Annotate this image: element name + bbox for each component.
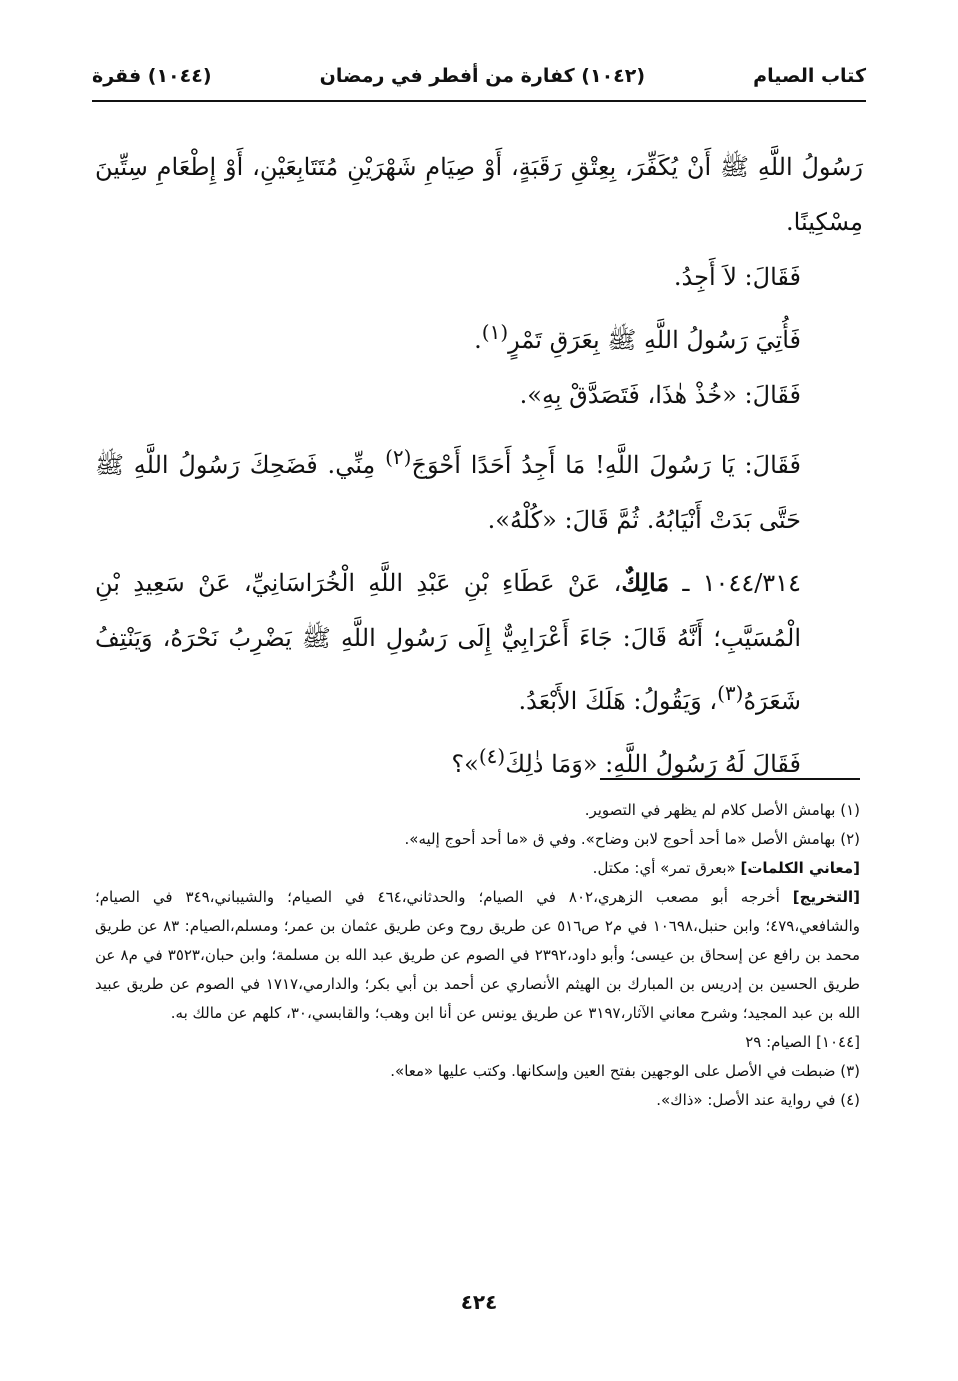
narrator-name: مَالِكٌ (621, 568, 670, 597)
footnote: (٤) في رواية عند الأصل: «ذاك». (656, 1091, 860, 1109)
text-run: ، عَنْ عَطَاءِ بْنِ عَبْدِ اللَّهِ الْخُرَاسَانِيِّ، عَنْ سَعِيدِ بْنِ الْمُسَيَّبِ؛ أَنَّهُ قَالَ: جَاءَ أَعْرَابِيٌّ إِلَى رَسُولِ اللَّهِ ﷺ يَضْرِبُ نَحْرَهُ، وَيَنْتِفُ شَعَرَهُ (95, 569, 801, 715)
body-paragraph (95, 305, 863, 368)
text-run: فَقَالَ لَهُ رَسُولُ اللَّهِ: «وَمَا ذٰلِكَ (505, 750, 801, 778)
text-run: مِنِّي. فَضَحِكَ رَسُولُ اللَّهِ ﷺ حَتَّى بَدَتْ أَنْيَابُهُ. ثُمَّ قَالَ: «كُلْهُ». (95, 451, 801, 534)
body-paragraph (95, 729, 863, 792)
text-run: ، وَيَقُولُ: هَلَكَ الأَبْعَدُ. (518, 687, 718, 715)
note-label: [التخريج] (792, 888, 860, 906)
body-paragraph: رَسُولُ اللَّهِ ﷺ أَنْ يُكَفِّرَ، بِعِتْقِ رَقَبَةٍ، أَوْ صِيَامِ شَهْرَيْنِ مُتَتَابِعَيْنِ، أَوْ إِطْعَامِ سِتِّينَ مِسْكِينًا. (95, 153, 863, 236)
takhrij-note (95, 883, 860, 1028)
footnote: (٣) ضبطت في الأصل على الوجهين بفتح العين وإسكانها. وكتب عليها «معا». (390, 1062, 860, 1080)
header-chapter-title: (١٠٤٢) كفارة من أفطر في رمضان (319, 65, 646, 87)
cross-reference: [١٠٤٤] الصيام: ٢٩ (745, 1033, 860, 1051)
footnote-divider (600, 778, 860, 780)
header-book-title: كتاب الصيام (753, 65, 866, 87)
body-paragraph: فَقَالَ: «خُذْ هٰذَا، فَتَصَدَّقْ بِهِ». (519, 381, 801, 409)
text-run: فَقَالَ: يَا رَسُولَ اللَّهِ! مَا أَجِدُ أَحَدًا أَحْوَجَ (411, 451, 801, 479)
body-paragraph (95, 430, 863, 548)
footnote-ref: (١) (481, 320, 509, 344)
note-text: «بعرق تمر» أي: مكتل. (592, 859, 741, 877)
hadith-number: ١٠٤٤/٣١٤ ـ (682, 569, 801, 597)
text-run: فَأُتِيَ رَسُولُ اللَّهِ ﷺ بِعَرَقِ تَمْرٍ (508, 326, 801, 354)
footnote: (١) بهامش الأصل كلام لم يظهر في التصوير. (584, 801, 860, 819)
header-paragraph-number: (١٠٤٤) فقرة (92, 65, 212, 87)
header-divider (92, 100, 866, 102)
running-header (92, 58, 866, 94)
text-run: »؟ (451, 750, 479, 778)
footnote: (٢) بهامش الأصل «ما أحد أحوج لابن وضاح». وفي ق «ما أحد أحوج إليه». (404, 830, 860, 848)
hadith-paragraph (95, 555, 863, 729)
note-text: أخرجه أبو مصعب الزهري،٨٠٢ في الصيام؛ والحدثاني،٤٦٤ في الصيام؛ والشيباني،٣٤٩ في الصيام؛ والشافعي،٤٧٩؛ وابن حنبل،١٠٦٩٨ في م٢ ص٥١٦ عن طريق روح وعن طريق عثمان بن عمر؛ ومسلم،الصيام: ٨٣ عن طريق محمد بن رافع عن إسحاق بن عيسى؛ وأبو داود،٢٣٩٢ في الصوم عن طريق عبد الله بن مسلمة؛ وابن حبان،٣٥٢٣ في م٨ عن طريق الحسين بن إدريس بن المبارك بن الهيثم الأنصاري عن أحمد بن أبي بكر؛ والدارمي،١٧١٧ في الصوم عن طريق عبيد الله بن عبد المجيد؛ وشرح معاني الآثار،٣١٩٧ عن طريق يونس عن أنا ابن وهب؛ والقابسي،٣٠، كلهم عن مالك به. (95, 888, 861, 1022)
note-label: [معاني الكلمات] (740, 859, 860, 877)
footnote-ref: (٢) (385, 445, 412, 469)
text-run: . (474, 326, 482, 354)
body-paragraph: فَقَالَ: لاَ أَجِدُ. (673, 263, 801, 291)
main-text (95, 140, 863, 792)
footnote-ref: (٤) (478, 744, 506, 768)
page-number: ٤٢٤ (460, 1290, 498, 1314)
footnotes (95, 796, 860, 1115)
footnote-ref: (٣) (717, 681, 744, 705)
word-meanings-note (95, 854, 860, 883)
